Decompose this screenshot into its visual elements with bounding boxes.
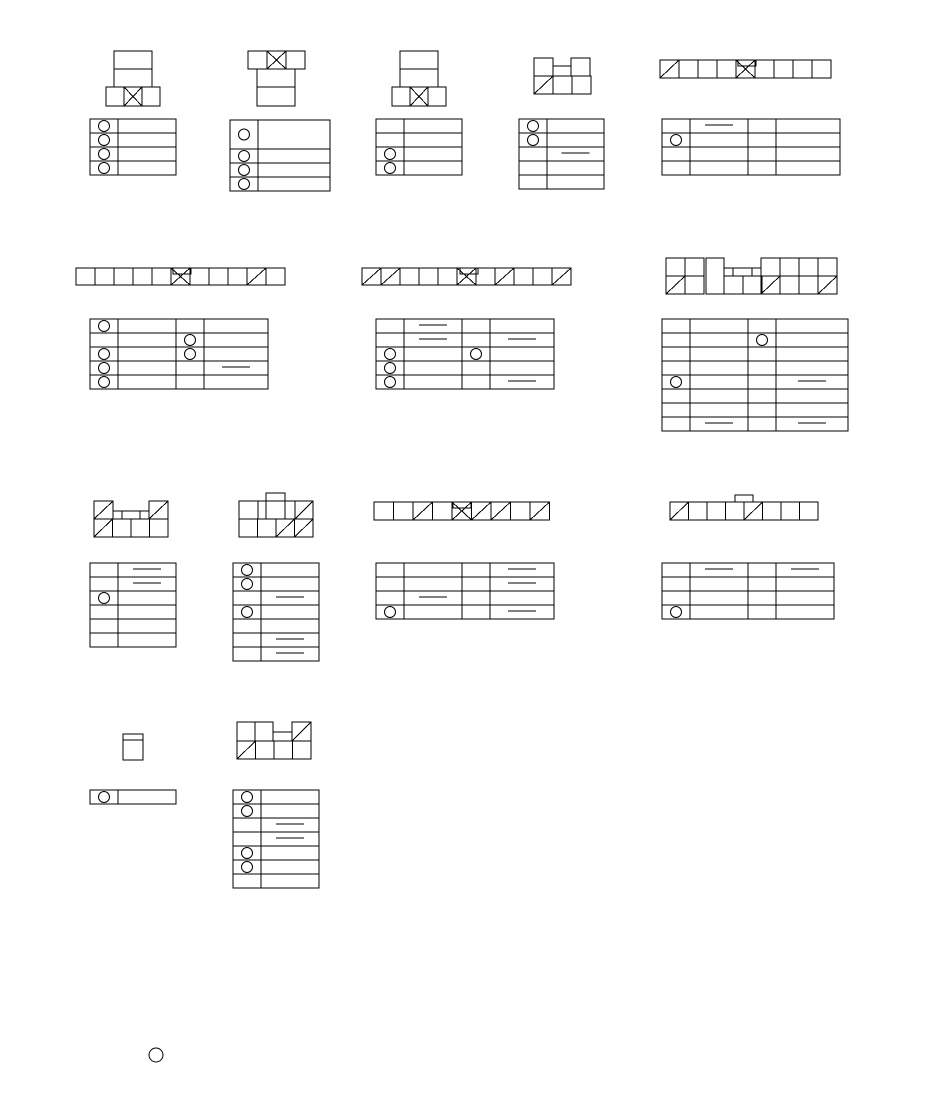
cavity — [152, 268, 171, 285]
cavity-diagonal — [413, 502, 433, 520]
wire-present-circle-icon — [528, 121, 539, 132]
wire-present-circle-icon — [99, 363, 110, 374]
cavity — [514, 268, 533, 285]
cavity — [258, 519, 277, 537]
cavity — [257, 69, 295, 87]
cavity — [781, 502, 800, 520]
wire-present-circle-icon — [242, 565, 253, 576]
cavity — [419, 268, 438, 285]
cavity — [400, 69, 438, 87]
legend-circle-icon — [146, 1045, 166, 1065]
cavity — [76, 268, 95, 285]
cavity — [114, 268, 133, 285]
cavity — [95, 268, 114, 285]
cavity — [774, 60, 793, 78]
cavity — [799, 276, 818, 294]
wire-present-circle-icon — [239, 165, 250, 176]
cavity — [572, 76, 591, 94]
connector-c3 — [376, 51, 462, 175]
cavity — [553, 76, 572, 94]
connector-c11 — [374, 502, 554, 619]
cavity — [707, 502, 726, 520]
cavity-diagonal — [295, 501, 313, 519]
cavity — [131, 519, 150, 537]
wire-present-circle-icon — [242, 607, 253, 618]
cavity — [726, 502, 745, 520]
cavity — [780, 276, 799, 294]
cavity — [433, 502, 453, 520]
cavity — [239, 501, 258, 519]
wire-present-circle-icon — [385, 349, 396, 360]
wire-present-circle-icon — [242, 792, 253, 803]
connector-c6 — [76, 268, 285, 389]
cavity — [114, 69, 152, 87]
wire-present-circle-icon — [99, 792, 110, 803]
wire-present-circle-icon — [99, 349, 110, 360]
cavity — [666, 258, 685, 276]
cavity-diagonal — [761, 276, 780, 294]
cavity — [255, 722, 273, 741]
wire-present-circle-icon — [239, 151, 250, 162]
pin-table-frame — [519, 119, 604, 189]
connector-notch — [113, 511, 149, 519]
wire-present-circle-icon — [757, 335, 768, 346]
cavity — [698, 60, 717, 78]
cavity-diagonal — [670, 502, 689, 520]
cavity-diagonal — [247, 268, 266, 285]
wire-present-circle-icon — [471, 349, 482, 360]
cavity-diagonal — [381, 268, 400, 285]
cavity — [257, 87, 295, 106]
cavity — [400, 268, 419, 285]
cavity — [818, 258, 837, 276]
connector-notch — [273, 732, 292, 741]
wire-present-circle-icon — [242, 848, 253, 859]
wire-present-circle-icon — [239, 179, 250, 190]
connector-c9 — [90, 501, 176, 647]
connector-c1 — [90, 51, 176, 175]
cavity — [763, 502, 782, 520]
wire-present-circle-icon — [99, 135, 110, 146]
cavity-diagonal — [276, 519, 295, 537]
cavity — [228, 268, 247, 285]
wire-present-circle-icon — [671, 135, 682, 146]
cavity — [743, 276, 762, 294]
connector-notch — [724, 268, 761, 276]
wire-present-circle-icon — [185, 349, 196, 360]
connector-key — [735, 495, 753, 502]
cavity — [689, 502, 708, 520]
connector-c10 — [233, 493, 319, 661]
connector-key — [122, 511, 140, 519]
pin-table-frame — [233, 563, 319, 661]
cavity — [394, 502, 414, 520]
cavity — [812, 60, 831, 78]
cavity-diagonal — [666, 276, 685, 294]
pin-table-frame — [376, 319, 554, 389]
cavity — [685, 258, 704, 276]
pin-table-frame — [230, 120, 330, 191]
cavity-diagonal — [530, 502, 550, 520]
connector-c7 — [362, 268, 571, 389]
wire-present-circle-icon — [99, 163, 110, 174]
cavity — [533, 268, 552, 285]
cavity — [717, 60, 736, 78]
connector-c14 — [233, 722, 319, 888]
cavity — [374, 502, 394, 520]
cavity — [258, 501, 295, 519]
pin-table-frame — [233, 790, 319, 888]
cavity — [106, 87, 124, 106]
cavity-diagonal — [818, 276, 837, 294]
cavity — [256, 741, 275, 759]
connector-c8 — [662, 258, 848, 431]
wire-present-circle-icon — [99, 377, 110, 388]
cavity — [400, 51, 438, 69]
cavity — [755, 60, 774, 78]
cavity — [679, 60, 698, 78]
cavity — [685, 276, 704, 294]
cavity-diagonal — [552, 268, 571, 285]
cavity-diagonal — [744, 502, 763, 520]
cavity — [266, 501, 285, 519]
connector-notch — [553, 66, 571, 76]
wire-present-circle-icon — [185, 335, 196, 346]
cavity — [793, 60, 812, 78]
cavity — [761, 258, 780, 276]
cavity — [150, 519, 169, 537]
wire-present-circle-icon — [242, 862, 253, 873]
cavity-diagonal — [94, 501, 113, 519]
wire-present-circle-icon — [239, 129, 250, 140]
cavity-diagonal — [362, 268, 381, 285]
wire-present-circle-icon — [242, 806, 253, 817]
cavity — [274, 741, 293, 759]
cavity — [724, 276, 743, 294]
connector-c5 — [660, 60, 840, 175]
wire-present-circle-icon — [99, 149, 110, 160]
cavity — [780, 258, 799, 276]
cavity — [114, 51, 152, 69]
wire-present-circle-icon — [385, 607, 396, 618]
cavity — [209, 268, 228, 285]
cavity — [239, 519, 258, 537]
connector-c13 — [90, 734, 176, 804]
connector-c12 — [662, 495, 834, 619]
wire-present-circle-icon — [671, 607, 682, 618]
cavity — [286, 51, 305, 69]
cavity — [571, 58, 590, 76]
cavity — [237, 722, 255, 741]
cavity-diagonal — [472, 502, 492, 520]
connector-key — [266, 493, 285, 501]
cavity — [190, 268, 209, 285]
wire-present-circle-icon — [99, 321, 110, 332]
cavity — [142, 87, 160, 106]
cavity — [133, 268, 152, 285]
wire-present-circle-icon — [528, 135, 539, 146]
cavity — [534, 58, 553, 76]
cavity — [392, 87, 410, 106]
wire-present-circle-icon — [385, 163, 396, 174]
cavity-diagonal — [94, 519, 113, 537]
cavity — [113, 519, 132, 537]
connector-key — [733, 268, 752, 276]
cavity-diagonal — [149, 501, 168, 519]
cavity — [248, 51, 267, 69]
connector-c4 — [519, 58, 604, 189]
cavity-diagonal — [237, 741, 256, 759]
pin-table-frame — [90, 319, 268, 389]
cavity — [428, 87, 446, 106]
wire-present-circle-icon — [385, 377, 396, 388]
cavity-diagonal — [292, 722, 311, 741]
wire-present-circle-icon — [671, 377, 682, 388]
wire-present-circle-icon — [99, 121, 110, 132]
cavity — [266, 268, 285, 285]
wire-present-circle-icon — [385, 363, 396, 374]
cavity — [800, 502, 819, 520]
cavity-diagonal — [534, 76, 553, 94]
cavity — [799, 258, 818, 276]
cavity — [706, 258, 724, 294]
cavity — [438, 268, 457, 285]
cavity — [293, 741, 312, 759]
cavity-diagonal — [495, 268, 514, 285]
cavity — [123, 734, 143, 760]
cavity-diagonal — [295, 519, 314, 537]
cavity — [476, 268, 495, 285]
wire-present-circle-icon — [99, 593, 110, 604]
wire-present-circle-icon — [242, 579, 253, 590]
cavity-diagonal — [660, 60, 679, 78]
connector-c2 — [230, 51, 330, 191]
cavity — [511, 502, 531, 520]
cavity-diagonal — [491, 502, 511, 520]
wire-present-circle-icon — [385, 149, 396, 160]
